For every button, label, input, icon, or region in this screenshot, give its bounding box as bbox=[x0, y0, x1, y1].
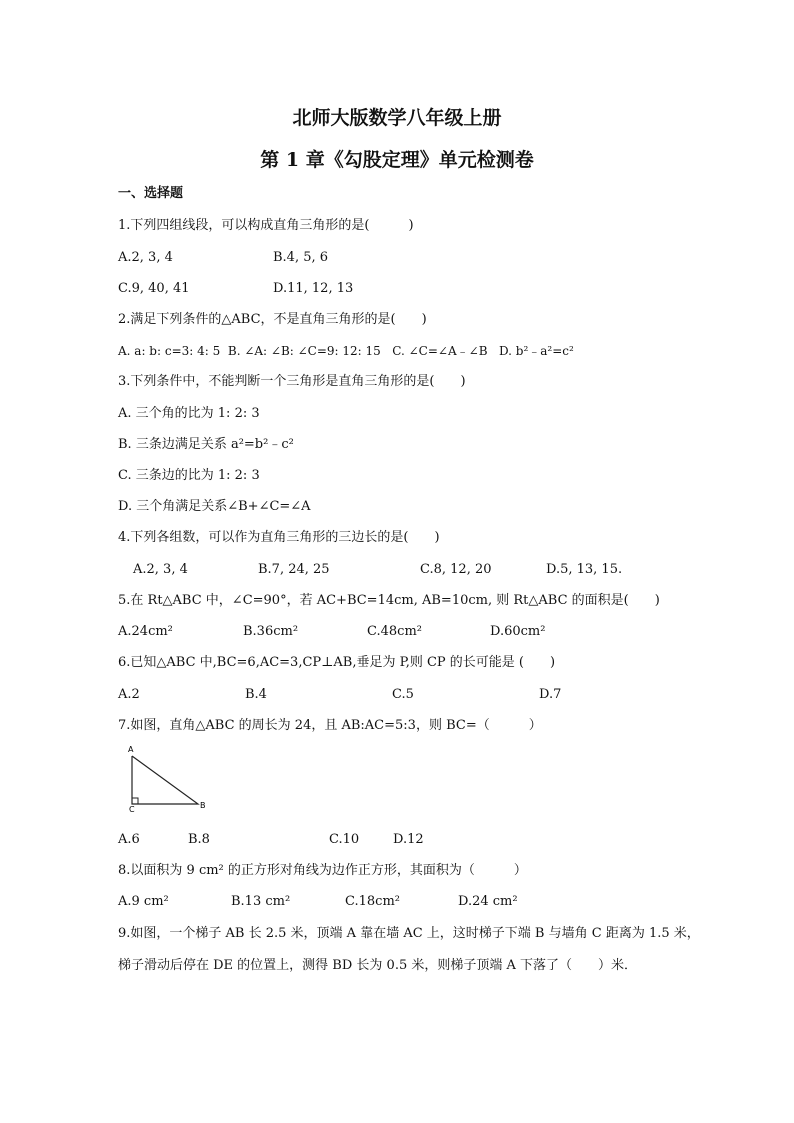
section-heading: 一、选择题 bbox=[118, 186, 184, 201]
question-6-option-a: A.2 bbox=[118, 687, 140, 702]
question-2-stem: 2.满足下列条件的△ABC，不是直角三角形的是( ) bbox=[118, 312, 427, 327]
vertex-label-b: B bbox=[200, 801, 206, 810]
question-5-option-b: B.36cm² bbox=[243, 624, 299, 639]
question-7-option-c: C.10 bbox=[329, 832, 360, 847]
question-6-option-b: B.4 bbox=[245, 687, 267, 702]
question-3-option-a: A. 三个角的比为 1: 2: 3 bbox=[118, 406, 260, 421]
question-1-stem: 1.下列四组线段，可以构成直角三角形的是( ) bbox=[118, 218, 414, 233]
question-7-stem: 7.如图，直角△ABC 的周长为 24，且 AB:AC=5:3，则 BC=（ ） bbox=[118, 718, 542, 733]
question-7-option-b: B.8 bbox=[188, 832, 210, 847]
question-5-option-c: C.48cm² bbox=[367, 624, 422, 639]
question-1-option-a: A.2, 3, 4 bbox=[118, 250, 173, 265]
question-9-line-2: 梯子滑动后停在 DE 的位置上，测得 BD 长为 0.5 米，则梯子顶端 A 下落了（ ）米． bbox=[118, 958, 638, 973]
question-8-option-a: A.9 cm² bbox=[118, 894, 169, 909]
right-triangle-figure bbox=[126, 744, 212, 812]
right-angle-mark bbox=[132, 798, 138, 804]
question-8-option-d: D.24 cm² bbox=[458, 894, 518, 909]
question-3-option-c: C. 三条边的比为 1: 2: 3 bbox=[118, 468, 260, 483]
question-8-option-c: C.18cm² bbox=[345, 894, 400, 909]
question-3-option-d: D. 三个角满足关系∠B+∠C=∠A bbox=[118, 499, 311, 514]
question-4-stem: 4.下列各组数，可以作为直角三角形的三边长的是( ) bbox=[118, 530, 440, 545]
question-5-option-a: A.24cm² bbox=[118, 624, 173, 639]
question-5-stem: 5.在 Rt△ABC 中，∠C=90°，若 AC+BC=14cm, AB=10cm, 则 Rt△ABC 的面积是( ) bbox=[118, 593, 660, 608]
question-7-option-a: A.6 bbox=[118, 832, 140, 847]
question-6-option-c: C.5 bbox=[392, 687, 414, 702]
question-5-option-d: D.60cm² bbox=[490, 624, 546, 639]
question-3-option-b: B. 三条边满足关系 a²=b²﹣c² bbox=[118, 437, 294, 452]
document-title: 北师大版数学八年级上册 bbox=[292, 107, 502, 129]
question-9-line-1: 9.如图，一个梯子 AB 长 2.5 米，顶端 A 靠在墙 AC 上，这时梯子下端 B 与墙角 C 距离为 1.5 米， bbox=[118, 926, 700, 941]
document-subtitle: 第 1 章《勾股定理》单元检测卷 bbox=[260, 149, 534, 171]
vertex-label-c: C bbox=[129, 805, 135, 812]
question-1-option-d: D.11, 12, 13 bbox=[273, 281, 354, 296]
question-4-option-b: B.7, 24, 25 bbox=[258, 562, 330, 577]
question-3-stem: 3.下列条件中，不能判断一个三角形是直角三角形的是( ) bbox=[118, 374, 466, 389]
question-4-option-c: C.8, 12, 20 bbox=[420, 562, 492, 577]
question-1-option-c: C.9, 40, 41 bbox=[118, 281, 190, 296]
question-4-option-d: D.5, 13, 15. bbox=[546, 562, 623, 577]
question-2-options: A. a: b: c=3: 4: 5 B. ∠A: ∠B: ∠C=9: 12: 15 C. ∠C=∠A﹣∠B D. b²﹣a²=c² bbox=[118, 344, 574, 358]
question-6-option-d: D.7 bbox=[539, 687, 562, 702]
triangle-shape bbox=[132, 756, 198, 804]
question-4-option-a: A.2, 3, 4 bbox=[133, 562, 188, 577]
question-7-option-d: D.12 bbox=[393, 832, 424, 847]
question-6-stem: 6.已知△ABC 中,BC=6,AC=3,CP⊥AB,垂足为 P,则 CP 的长可能是 ( ) bbox=[118, 655, 556, 670]
question-8-option-b: B.13 cm² bbox=[231, 894, 291, 909]
question-1-option-b: B.4, 5, 6 bbox=[273, 250, 329, 265]
vertex-label-a: A bbox=[128, 745, 134, 754]
question-8-stem: 8.以面积为 9 cm² 的正方形对角线为边作正方形，其面积为（ ） bbox=[118, 863, 527, 878]
